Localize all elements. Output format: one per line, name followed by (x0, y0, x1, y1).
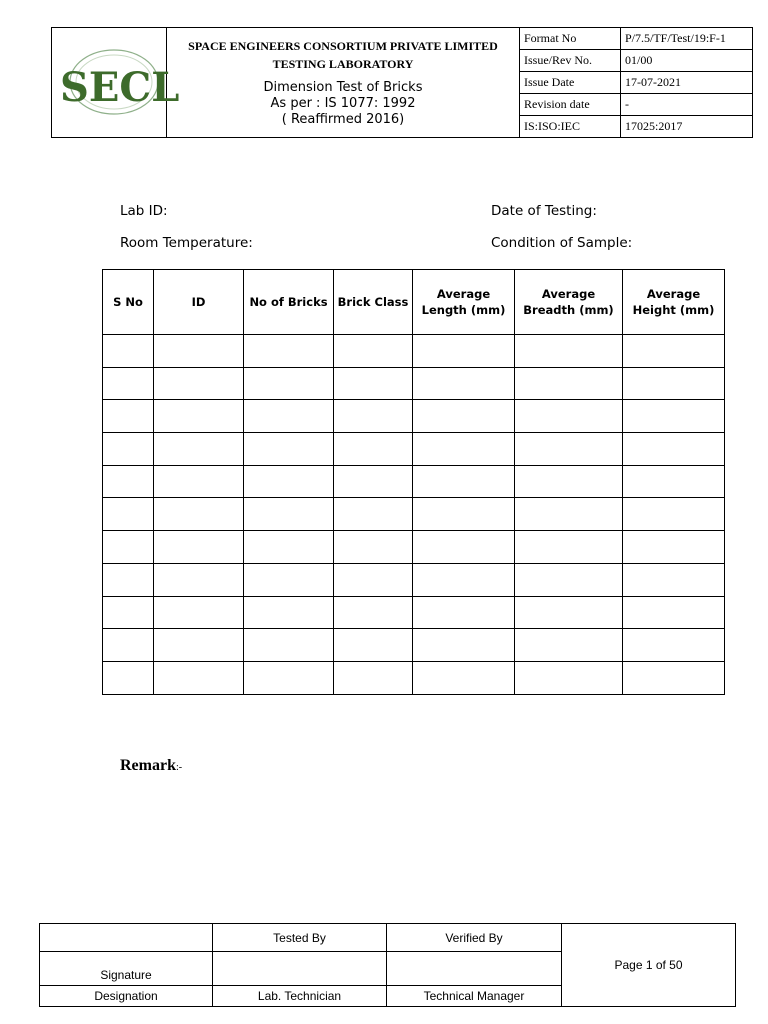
col-header-no-of-bricks: No of Bricks (244, 270, 334, 335)
col-header-avg-length (413, 270, 515, 335)
table-cell[interactable] (515, 498, 623, 531)
col-header-avg-height (623, 270, 725, 335)
logo-text: SECL (60, 64, 180, 111)
table-cell[interactable] (515, 531, 623, 564)
table-row (103, 661, 725, 694)
table-cell[interactable] (413, 400, 515, 433)
table-cell[interactable] (244, 433, 334, 466)
table-cell[interactable] (103, 498, 154, 531)
table-cell[interactable] (623, 629, 725, 662)
tested-by-header: Tested By (213, 924, 387, 952)
tested-by-designation: Lab. Technician (213, 986, 387, 1007)
table-cell[interactable] (103, 335, 154, 368)
table-cell[interactable] (154, 465, 244, 498)
table-cell[interactable] (413, 367, 515, 400)
table-cell[interactable] (623, 465, 725, 498)
avg-length-line-1: Average (436, 287, 491, 301)
avg-height-line-1: Average (646, 287, 701, 301)
table-cell[interactable] (244, 335, 334, 368)
table-cell[interactable] (154, 629, 244, 662)
verified-by-designation: Technical Manager (387, 986, 562, 1007)
table-cell[interactable] (103, 661, 154, 694)
col-header-id: ID (154, 270, 244, 335)
table-cell[interactable] (413, 563, 515, 596)
table-cell[interactable] (623, 367, 725, 400)
avg-breadth-line-2: Breadth (mm) (523, 303, 614, 317)
condition-of-sample-label: Condition of Sample: (491, 235, 633, 251)
table-cell[interactable] (334, 465, 413, 498)
footer-blank-cell (40, 924, 213, 952)
tested-by-signature (213, 952, 387, 986)
table-cell[interactable] (623, 498, 725, 531)
table-cell[interactable] (413, 596, 515, 629)
revision-date-value: - (621, 94, 753, 116)
signature-label: Signature (40, 952, 213, 986)
table-cell[interactable] (334, 596, 413, 629)
title-line-2: As per : IS 1077: 1992 (270, 96, 416, 111)
table-cell[interactable] (334, 400, 413, 433)
table-cell[interactable] (623, 661, 725, 694)
title-cell (167, 28, 520, 138)
table-cell[interactable] (244, 531, 334, 564)
table-cell[interactable] (413, 498, 515, 531)
table-cell[interactable] (244, 400, 334, 433)
remark-label: Remark (120, 757, 176, 774)
table-cell[interactable] (154, 498, 244, 531)
col-header-sno: S No (103, 270, 154, 335)
table-cell[interactable] (515, 433, 623, 466)
table-cell[interactable] (103, 367, 154, 400)
avg-height-line-2: Height (mm) (632, 303, 715, 317)
designation-label: Designation (40, 986, 213, 1007)
room-temperature-label: Room Temperature: (120, 235, 253, 251)
issue-rev-label: Issue/Rev No. (520, 50, 621, 72)
table-cell[interactable] (623, 596, 725, 629)
table-row (103, 596, 725, 629)
table-cell[interactable] (154, 335, 244, 368)
table-cell[interactable] (103, 465, 154, 498)
title-line-1: Dimension Test of Bricks (263, 80, 423, 95)
table-cell[interactable] (515, 465, 623, 498)
title-line-3: ( Reaffirmed 2016) (281, 112, 405, 127)
table-row (103, 465, 725, 498)
table-cell[interactable] (244, 367, 334, 400)
table-cell[interactable] (623, 563, 725, 596)
table-cell[interactable] (334, 531, 413, 564)
table-cell[interactable] (413, 335, 515, 368)
issue-date-value: 17-07-2021 (621, 72, 753, 94)
lab-id-label: Lab ID: (120, 203, 168, 219)
table-cell[interactable] (154, 531, 244, 564)
col-header-avg-breadth (515, 270, 623, 335)
company-name: SPACE ENGINEERS CONSORTIUM PRIVATE LIMITED (188, 39, 498, 53)
table-row (103, 367, 725, 400)
table-cell[interactable] (515, 563, 623, 596)
verified-by-header: Verified By (387, 924, 562, 952)
table-cell[interactable] (623, 531, 725, 564)
table-cell[interactable] (623, 433, 725, 466)
table-cell[interactable] (103, 433, 154, 466)
table-cell[interactable] (515, 400, 623, 433)
verified-by-signature (387, 952, 562, 986)
table-cell[interactable] (103, 400, 154, 433)
avg-breadth-line-1: Average (541, 287, 596, 301)
logo-cell (52, 28, 180, 138)
table-cell[interactable] (334, 433, 413, 466)
signature-footer (39, 923, 736, 1007)
issue-rev-value: 01/00 (621, 50, 753, 72)
date-of-testing-label: Date of Testing: (491, 203, 597, 219)
table-cell[interactable] (103, 629, 154, 662)
table-cell[interactable] (244, 563, 334, 596)
table-cell[interactable] (413, 465, 515, 498)
table-cell[interactable] (154, 367, 244, 400)
secl-logo (52, 28, 180, 137)
table-cell[interactable] (515, 596, 623, 629)
document-header (51, 27, 753, 138)
lab-name: TESTING LABORATORY (272, 57, 414, 71)
issue-date-label: Issue Date (520, 72, 621, 94)
table-row (103, 335, 725, 368)
revision-date-label: Revision date (520, 94, 621, 116)
table-cell[interactable] (413, 661, 515, 694)
table-cell[interactable] (154, 661, 244, 694)
table-cell[interactable] (413, 629, 515, 662)
table-cell[interactable] (334, 335, 413, 368)
table-cell[interactable] (103, 563, 154, 596)
table-cell[interactable] (154, 563, 244, 596)
iso-value: 17025:2017 (621, 116, 753, 138)
table-cell[interactable] (623, 335, 725, 368)
table-cell[interactable] (334, 498, 413, 531)
remark (120, 757, 182, 775)
table-cell[interactable] (154, 400, 244, 433)
table-cell[interactable] (334, 367, 413, 400)
table-cell[interactable] (244, 661, 334, 694)
format-no-label: Format No (520, 28, 621, 50)
table-cell[interactable] (244, 465, 334, 498)
table-cell[interactable] (334, 661, 413, 694)
table-cell[interactable] (515, 335, 623, 368)
table-cell[interactable] (515, 629, 623, 662)
table-cell[interactable] (515, 367, 623, 400)
table-cell[interactable] (103, 531, 154, 564)
table-cell[interactable] (244, 596, 334, 629)
table-cell[interactable] (515, 661, 623, 694)
table-cell[interactable] (623, 400, 725, 433)
table-row (103, 433, 725, 466)
table-row (103, 400, 725, 433)
table-cell[interactable] (244, 498, 334, 531)
table-cell[interactable] (334, 563, 413, 596)
table-cell[interactable] (413, 433, 515, 466)
table-row (103, 629, 725, 662)
document-title (167, 80, 519, 128)
table-row (103, 563, 725, 596)
table-body (103, 335, 725, 695)
table-cell[interactable] (334, 629, 413, 662)
avg-length-line-2: Length (mm) (421, 303, 506, 317)
table-cell[interactable] (413, 531, 515, 564)
table-cell[interactable] (154, 596, 244, 629)
dimension-table (102, 269, 725, 695)
page-number: Page 1 of 50 (562, 924, 736, 1007)
table-cell[interactable] (244, 629, 334, 662)
remark-suffix: :- (175, 762, 183, 773)
iso-label: IS:ISO:IEC (520, 116, 621, 138)
format-no-value: P/7.5/TF/Test/19:F-1 (621, 28, 753, 50)
col-header-brick-class: Brick Class (334, 270, 413, 335)
table-row (103, 531, 725, 564)
table-header-row (103, 270, 725, 335)
table-row (103, 498, 725, 531)
table-cell[interactable] (103, 596, 154, 629)
table-cell[interactable] (154, 433, 244, 466)
